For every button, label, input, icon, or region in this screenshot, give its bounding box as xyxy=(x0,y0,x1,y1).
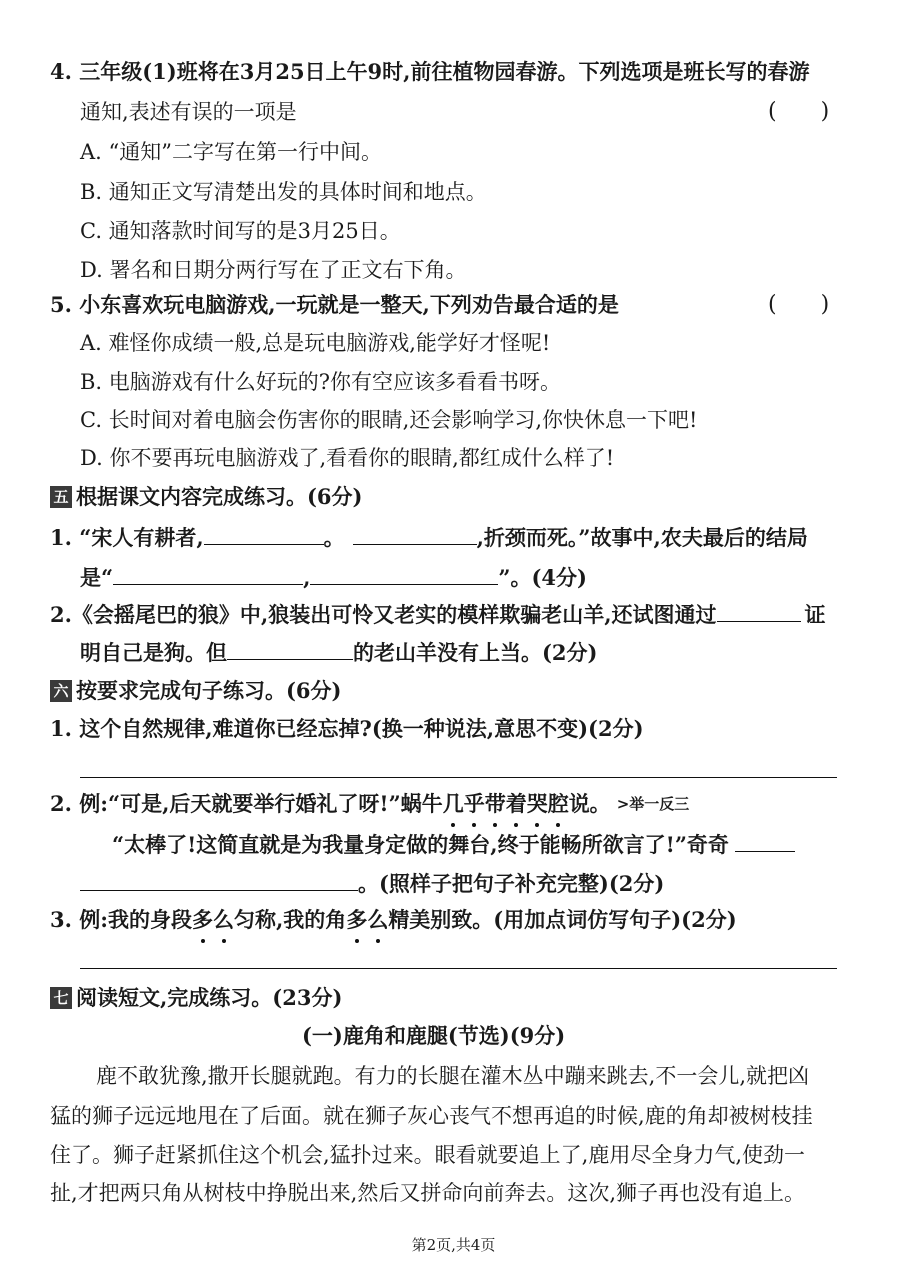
sec6-q2-text-d: 。(照样子把句子补充完整)(2分) xyxy=(358,871,665,896)
dotted-char: 几 xyxy=(443,789,464,819)
sec6-q2-line1 xyxy=(50,789,689,819)
sec5-q1-text-e: , xyxy=(303,565,311,590)
q5-option-b: B. 电脑游戏有什么好玩的?你有空应该多看看书呀。 xyxy=(80,370,562,394)
sec5-q2-text-d: 的老山羊没有上当。(2分) xyxy=(353,640,598,665)
page-footer: 第2页,共4页 xyxy=(411,1236,496,1254)
sec5-q2-line1 xyxy=(50,599,826,630)
sec6-q1-answer-line[interactable] xyxy=(80,777,837,778)
sec5-q2-text-c: 明自己是狗。但 xyxy=(80,640,227,665)
section-5-title: 根据课文内容完成练习。(6分) xyxy=(76,484,363,509)
section-6-badge: 六 xyxy=(50,680,72,702)
hint-tag: >举一反三 xyxy=(616,795,690,813)
q4-answer-paren[interactable]: ( ) xyxy=(768,99,830,124)
sec5-q1-blank-3[interactable] xyxy=(113,562,303,585)
dotted-char: 多 xyxy=(346,905,367,935)
q5-option-a: A. 难怪你成绩一般,总是玩电脑游戏,能学好才怪呢! xyxy=(80,331,551,355)
dotted-char: 腔 xyxy=(548,789,569,819)
sec5-q1-line2 xyxy=(80,562,587,593)
q4-option-c: C. 通知落款时间写的是3月25日。 xyxy=(80,219,401,243)
q4-option-d: D. 署名和日期分两行写在了正文右下角。 xyxy=(80,258,467,282)
sec5-q1-text-f: ”。(4分) xyxy=(498,565,587,590)
passage-line-2: 猛的狮子远远地甩在了后面。就在狮子灰心丧气不想再追的时候,鹿的角却被树枝挂 xyxy=(50,1104,813,1128)
sec5-q2-text-a: 2.《会摇尾巴的狼》中,狼装出可怜又老实的模样欺骗老山羊,还试图通过 xyxy=(50,602,717,627)
sec6-q3-text-a: 3. 例:我的身段 xyxy=(50,907,192,932)
sec6-q3-answer-line[interactable] xyxy=(80,968,837,969)
sec5-q1-blank-2[interactable] xyxy=(353,522,477,545)
q5-answer-paren[interactable]: ( ) xyxy=(768,292,830,317)
q5-stem: 5. 小东喜欢玩电脑游戏,一玩就是一整天,下列劝告最合适的是 xyxy=(50,292,619,317)
dotted-char: 哭 xyxy=(527,789,548,819)
sec6-q3-text-b: 匀称,我的角 xyxy=(234,907,347,932)
section-5-heading xyxy=(50,482,362,512)
dotted-char: 多 xyxy=(192,905,213,935)
sec6-q2-text-a: 2. 例:“可是,后天就要举行婚礼了呀!”蜗牛 xyxy=(50,791,443,816)
dotted-char: 乎 xyxy=(464,789,485,819)
passage-line-3: 住了。狮子赶紧抓住这个机会,猛扑过来。眼看就要追上了,鹿用尽全身力气,使劲一 xyxy=(50,1143,806,1167)
q4-option-a: A. “通知”二字写在第一行中间。 xyxy=(80,140,382,164)
passage-title: (一)鹿角和鹿腿(节选)(9分) xyxy=(302,1023,566,1048)
sec6-q2-text-b: 说。 xyxy=(568,791,611,816)
section-7-heading xyxy=(50,983,342,1013)
sec6-q2-blank-2[interactable] xyxy=(80,868,358,891)
section-7-badge: 七 xyxy=(50,987,72,1009)
passage-line-4: 扯,才把两只角从树枝中挣脱出来,然后又拼命向前奔去。这次,狮子再也没有追上。 xyxy=(50,1181,806,1205)
sec6-q3 xyxy=(50,905,737,935)
sec5-q2-line2 xyxy=(80,637,597,668)
q5-option-d: D. 你不要再玩电脑游戏了,看看你的眼睛,都红成什么样了! xyxy=(80,446,615,470)
sec5-q1-text-c: ,折颈而死。”故事中,农夫最后的结局 xyxy=(476,525,808,550)
sec5-q1-text-d: 是“ xyxy=(80,565,114,590)
q4-stem-line2: 通知,表述有误的一项是 xyxy=(80,100,297,124)
section-7-title: 阅读短文,完成练习。(23分) xyxy=(76,985,343,1010)
section-5-badge: 五 xyxy=(50,486,72,508)
q5-option-c: C. 长时间对着电脑会伤害你的眼睛,还会影响学习,你快休息一下吧! xyxy=(80,408,698,432)
sec6-q3-text-c: 精美别致。(用加点词仿写句子)(2分) xyxy=(388,907,737,932)
sec5-q1-blank-4[interactable] xyxy=(310,562,498,585)
sec6-q1: 1. 这个自然规律,难道你已经忘掉?(换一种说法,意思不变)(2分) xyxy=(50,716,644,741)
sec6-q2-line2 xyxy=(112,829,795,860)
sec5-q1-text-b: 。 xyxy=(323,525,345,550)
q4-option-b: B. 通知正文写清楚出发的具体时间和地点。 xyxy=(80,180,487,204)
sec6-q2-text-c: “太棒了!这简直就是为我量身定做的舞台,终于能畅所欲言了!”奇奇 xyxy=(112,832,729,857)
sec6-q2-line3 xyxy=(80,868,664,899)
sec5-q1-text-a: 1. “宋人有耕者, xyxy=(50,525,204,550)
section-6-title: 按要求完成句子练习。(6分) xyxy=(76,678,342,703)
dotted-char: 带 xyxy=(485,789,506,819)
sec5-q2-blank-1[interactable] xyxy=(717,599,801,622)
q4-stem-line1: 4. 三年级(1)班将在3月25日上午9时,前往植物园春游。下列选项是班长写的春游 xyxy=(50,59,810,84)
sec5-q1-line1 xyxy=(50,522,808,553)
dotted-char: 着 xyxy=(506,789,527,819)
passage-line-1: 鹿不敢犹豫,撒开长腿就跑。有力的长腿在灌木丛中蹦来跳去,不一会儿,就把凶 xyxy=(96,1064,810,1088)
dotted-char: 么 xyxy=(367,905,388,935)
section-6-heading xyxy=(50,676,341,706)
sec5-q2-text-b: 证 xyxy=(804,602,826,627)
sec5-q2-blank-2[interactable] xyxy=(227,637,353,660)
sec5-q1-blank-1[interactable] xyxy=(204,522,324,545)
dotted-char: 么 xyxy=(213,905,234,935)
sec6-q2-blank-1[interactable] xyxy=(735,829,795,852)
